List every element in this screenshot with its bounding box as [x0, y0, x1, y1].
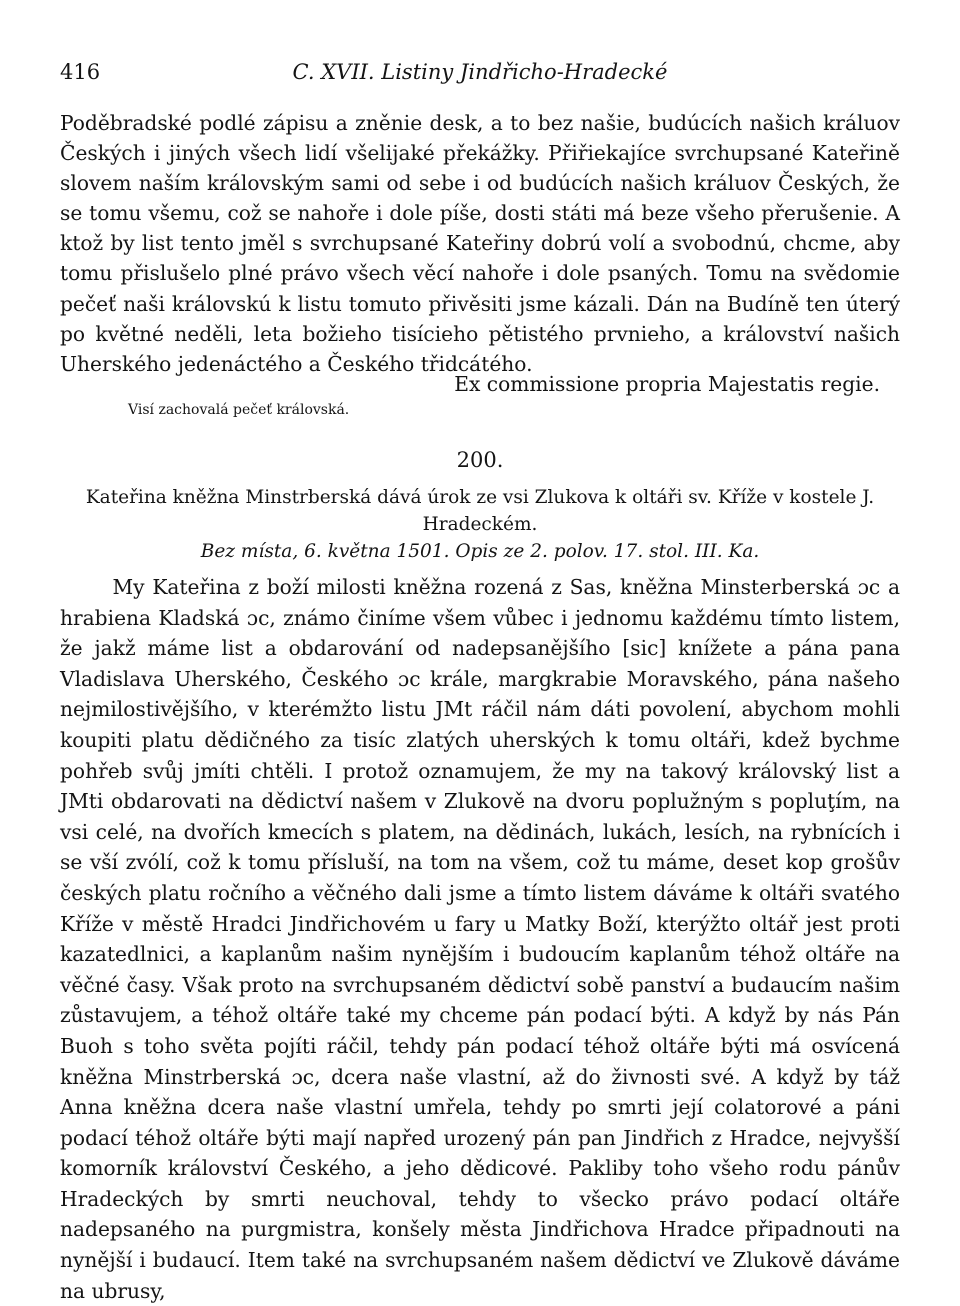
document-text: My Kateřina z boží milosti kněžna rozená z Sas, kněžna Minsterberská ɔc a hrabiena Kladská ɔc, známo činíme všem vůbec i jednomu každému tímto listem, že jakž máme list a obdarování od nadepsanějšího [sic] knížete a pána pana Vladislava Uherského, Českého ɔc krále, margkrabie Moravského, pána našeho nejmilostivějšího, v kterémžto listu JMt ráčil nám dáti povolení, abychom mohli koupiti platu dědičného za tisíc zlatých uherských k tomu oltáři, kdež bychme pohřeb svůj jmíti chtěli. I protož oznamujem, že my na takový královský list a JMti obdarovati na dědictví našem v Zlukově na dvoru poplužným s popluţím, na vsi celé, na dvořích kmecích s platem, na dědinách, lukách, lesích, na rybnících i se vší zvólí, což k tomu přísluší, na tom na všem, což tu máme, deset kop grošův českých platu ročního a věčného dali jsme a tímto listem dáváme k oltáři svatého Kříže v městě Hradci Jindřichovém u fary u Matky Boží, kterýžto oltář jest proti kazatedlnici, a kaplanům našim nynějším i budoucím kaplanům téhož oltáře na věčné časy. Však proto na svrchupsaném dědictví sobě panství a budaucím našim zůstavujem, a téhož oltáře také my chceme pán podací býti. A když by nás Pán Buoh s toho světa pojíti ráčil, tehdy pán podací téhož oltáře býti má osvícená kněžna Minstrberská ɔc, dcera naše vlastní, až do živnosti své. A když by táž Anna kněžna dcera naše vlastní umřela, tehdy po smrti její colatorové a páni podací téhož oltáře býti mají napřed urozený pán pan Jindřich z Hradce, nejvyšší komorník království Českého, a jeho dědicové. Pakliby toho všeho rodu pánův Hradeckých by smrti neuchoval, tehdy to všecko právo podací oltáře nadepsaného na purgmistra, konšely města Jindřichova Hradce připadnouti na nynější i budaucí. Item také na svrchupsaném našem dědictví ve Zlukově dáváme na ubrusy,: [60, 575, 900, 1303]
signature-block: [60, 372, 900, 432]
seal-note: Visí zachovalá pečeť královská.: [128, 402, 350, 418]
commission-note: Ex commissione propria Majestatis regie.: [454, 372, 880, 396]
page-number: 416: [60, 60, 101, 84]
running-title: C. XVII. Listiny Jindřicho-Hradecké: [292, 60, 668, 84]
document-source-note: Bez místa, 6. května 1501. Opis ze 2. polov. 17. stol. III. Ka.: [200, 541, 760, 562]
page-header: [60, 60, 900, 90]
document-regest: Kateřina kněžna Minstrberská dává úrok ze vsi Zlukova k oltáři sv. Kříže v kostele J. Hradeckém.: [85, 487, 875, 535]
document-body: [60, 572, 900, 1306]
previous-document-ending: [60, 108, 900, 379]
previous-document-text: Poděbradské podlé zápisu a zněnie desk, a to bez našie, budúcích našich králuov Českých i jiných všech lidí všelijaké překážky. Přiřiekajíce svrchupsané Kateřině slovem naším královským sami od sebe i od budúcích našich králuov Českých, že se tomu všemu, což se nahoře i dole píše, dosti státi má beze všeho přerušenie. A ktož by list tento jměl s svrchupsané Kateřiny dobrú volí a svobodnú, chcme, aby tomu přislušelo plné právo všech věcí nahoře i dole psaných. Tomu na svědomie pečeť naši královskú k listu tomuto přivěsiti jsme kázali. Dán na Budíně ten úterý po květné neděli, leta božieho tisícieho pětistého prvnieho, a království našich Uherského jedenáctého a Českého třidcátého.: [60, 111, 900, 376]
document-number: 200.: [456, 448, 504, 472]
